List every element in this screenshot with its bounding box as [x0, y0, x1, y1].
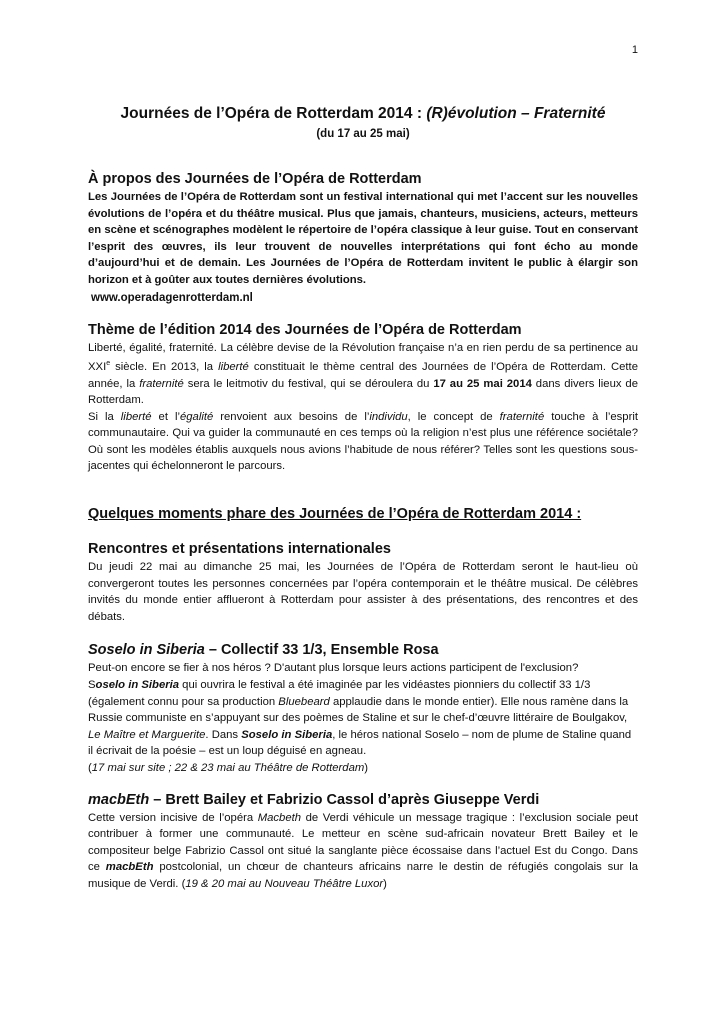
- soselo-intro: Peut-on encore se fier à nos héros ? D'autant plus lorsque leurs actions participent de l'exclusion?: [88, 662, 579, 675]
- document-title: Journées de l’Opéra de Rotterdam 2014 : (R)évolution – Fraternité: [120, 105, 606, 122]
- rencontres-paragraph: Du jeudi 22 mai au dimanche 25 mai, les Journées de l’Opéra de Rotterdam seront le haut-lieu où convergeront toutes les personnes concernées par l’opéra contemporain et le théâtre musical. De célèbres invités du monde entier afflueront à Rotterdam pour assister à des présentations, des rencontres et des débats.: [88, 561, 638, 623]
- macbeth-paragraph: Cette version incisive de l’opéra Macbeth de Verdi véhicule un message tragique : l’exclusion sociale peut contribuer à former une communauté. Le metteur en scène sud-africain novateur Brett Bailey et le compositeur belge Fabrizio Cassol ont situé la sanglante pièce écossaise dans l’actuel Est du Congo. Dans ce macbEth postcolonial, un chœur de chanteurs africains narre le destin de réfugiés congolais sur la musique de Verdi. (19 & 20 mai au Nouveau Théâtre Luxor): [88, 811, 638, 890]
- theme-paragraph-2: Si la liberté et l’égalité renvoient aux besoins de l’individu, le concept de fraternité touche à l’esprit communautaire. Qui va guider la communauté en ces temps où la religion n’est plus une référence sociétale? Où sont les modèles établis auxquels nous avions l’habitude de nous référer? Telles sont les questions sous-jacentes qui échelonneront le parcours.: [88, 410, 639, 473]
- soselo-paragraph: Soselo in Siberia qui ouvrira le festival a été imaginée par les vidéastes pionniers du collectif 33 1/3 (également connu pour sa production Bluebeard applaudie dans le monde entier). Elle nous ramène dans la Russie communiste en s’appuyant sur des poèmes de Staline et sur le chef-d’œuvre littéraire de Boulgakov, Le Maître et Marguerite. Dans Soselo in Siberia, le héros national Soselo – nom de plume de Staline quand il écrivait de la poésie – est un loup déguisé en agneau.: [88, 679, 632, 758]
- soselo-heading: Soselo in Siberia – Collectif 33 1/3, Ensemble Rosa: [88, 642, 439, 659]
- about-paragraph: Les Journées de l’Opéra de Rotterdam sont un festival international qui met l’accent sur les nouvelles évolutions de l’opéra et du théâtre musical. Plus que jamais, chanteurs, musiciens, acteurs, metteurs en scène et scénographes modèlent le répertoire de l’opéra classique à leur guise. Tout en conservant l’esprit des œuvres, ils leur trouvent de nouvelles interprétations qui font écho au monde d’aujourd’hui et de demain. Les Journées de l’Opéra de Rotterdam invitent le public à élargir son horizon et à goûter aux toutes dernières évolutions.: [88, 191, 638, 286]
- soselo-dates: (17 mai sur site ; 22 & 23 mai au Théâtre de Rotterdam): [88, 762, 369, 775]
- highlights-heading: Quelques moments phare des Journées de l’Opéra de Rotterdam 2014 :: [88, 506, 582, 523]
- theme-heading: Thème de l’édition 2014 des Journées de l’Opéra de Rotterdam: [88, 321, 522, 338]
- macbeth-heading: macbEth – Brett Bailey et Fabrizio Cassol d’après Giuseppe Verdi: [88, 791, 540, 808]
- rencontres-heading: Rencontres et présentations internationales: [88, 541, 391, 558]
- website-link[interactable]: www.operadagenrotterdam.nl: [91, 291, 253, 304]
- about-heading: À propos des Journées de l’Opéra de Rotterdam: [88, 171, 422, 187]
- document-body: [88, 104, 638, 893]
- theme-paragraph-1: Liberté, égalité, fraternité. La célèbre devise de la Révolution française n’a en rien perdu de sa pertinence au XXIe siècle. En 2013, la liberté constituait le thème central des Journées de l’Opéra de Rotterdam. Cette année, la fraternité sera le leitmotiv du festival, qui se déroulera du 17 au 25 mai 2014 dans divers lieux de Rotterdam.: [88, 341, 638, 407]
- festival-dates: (du 17 au 25 mai): [316, 128, 410, 140]
- page-number: 1: [631, 44, 638, 56]
